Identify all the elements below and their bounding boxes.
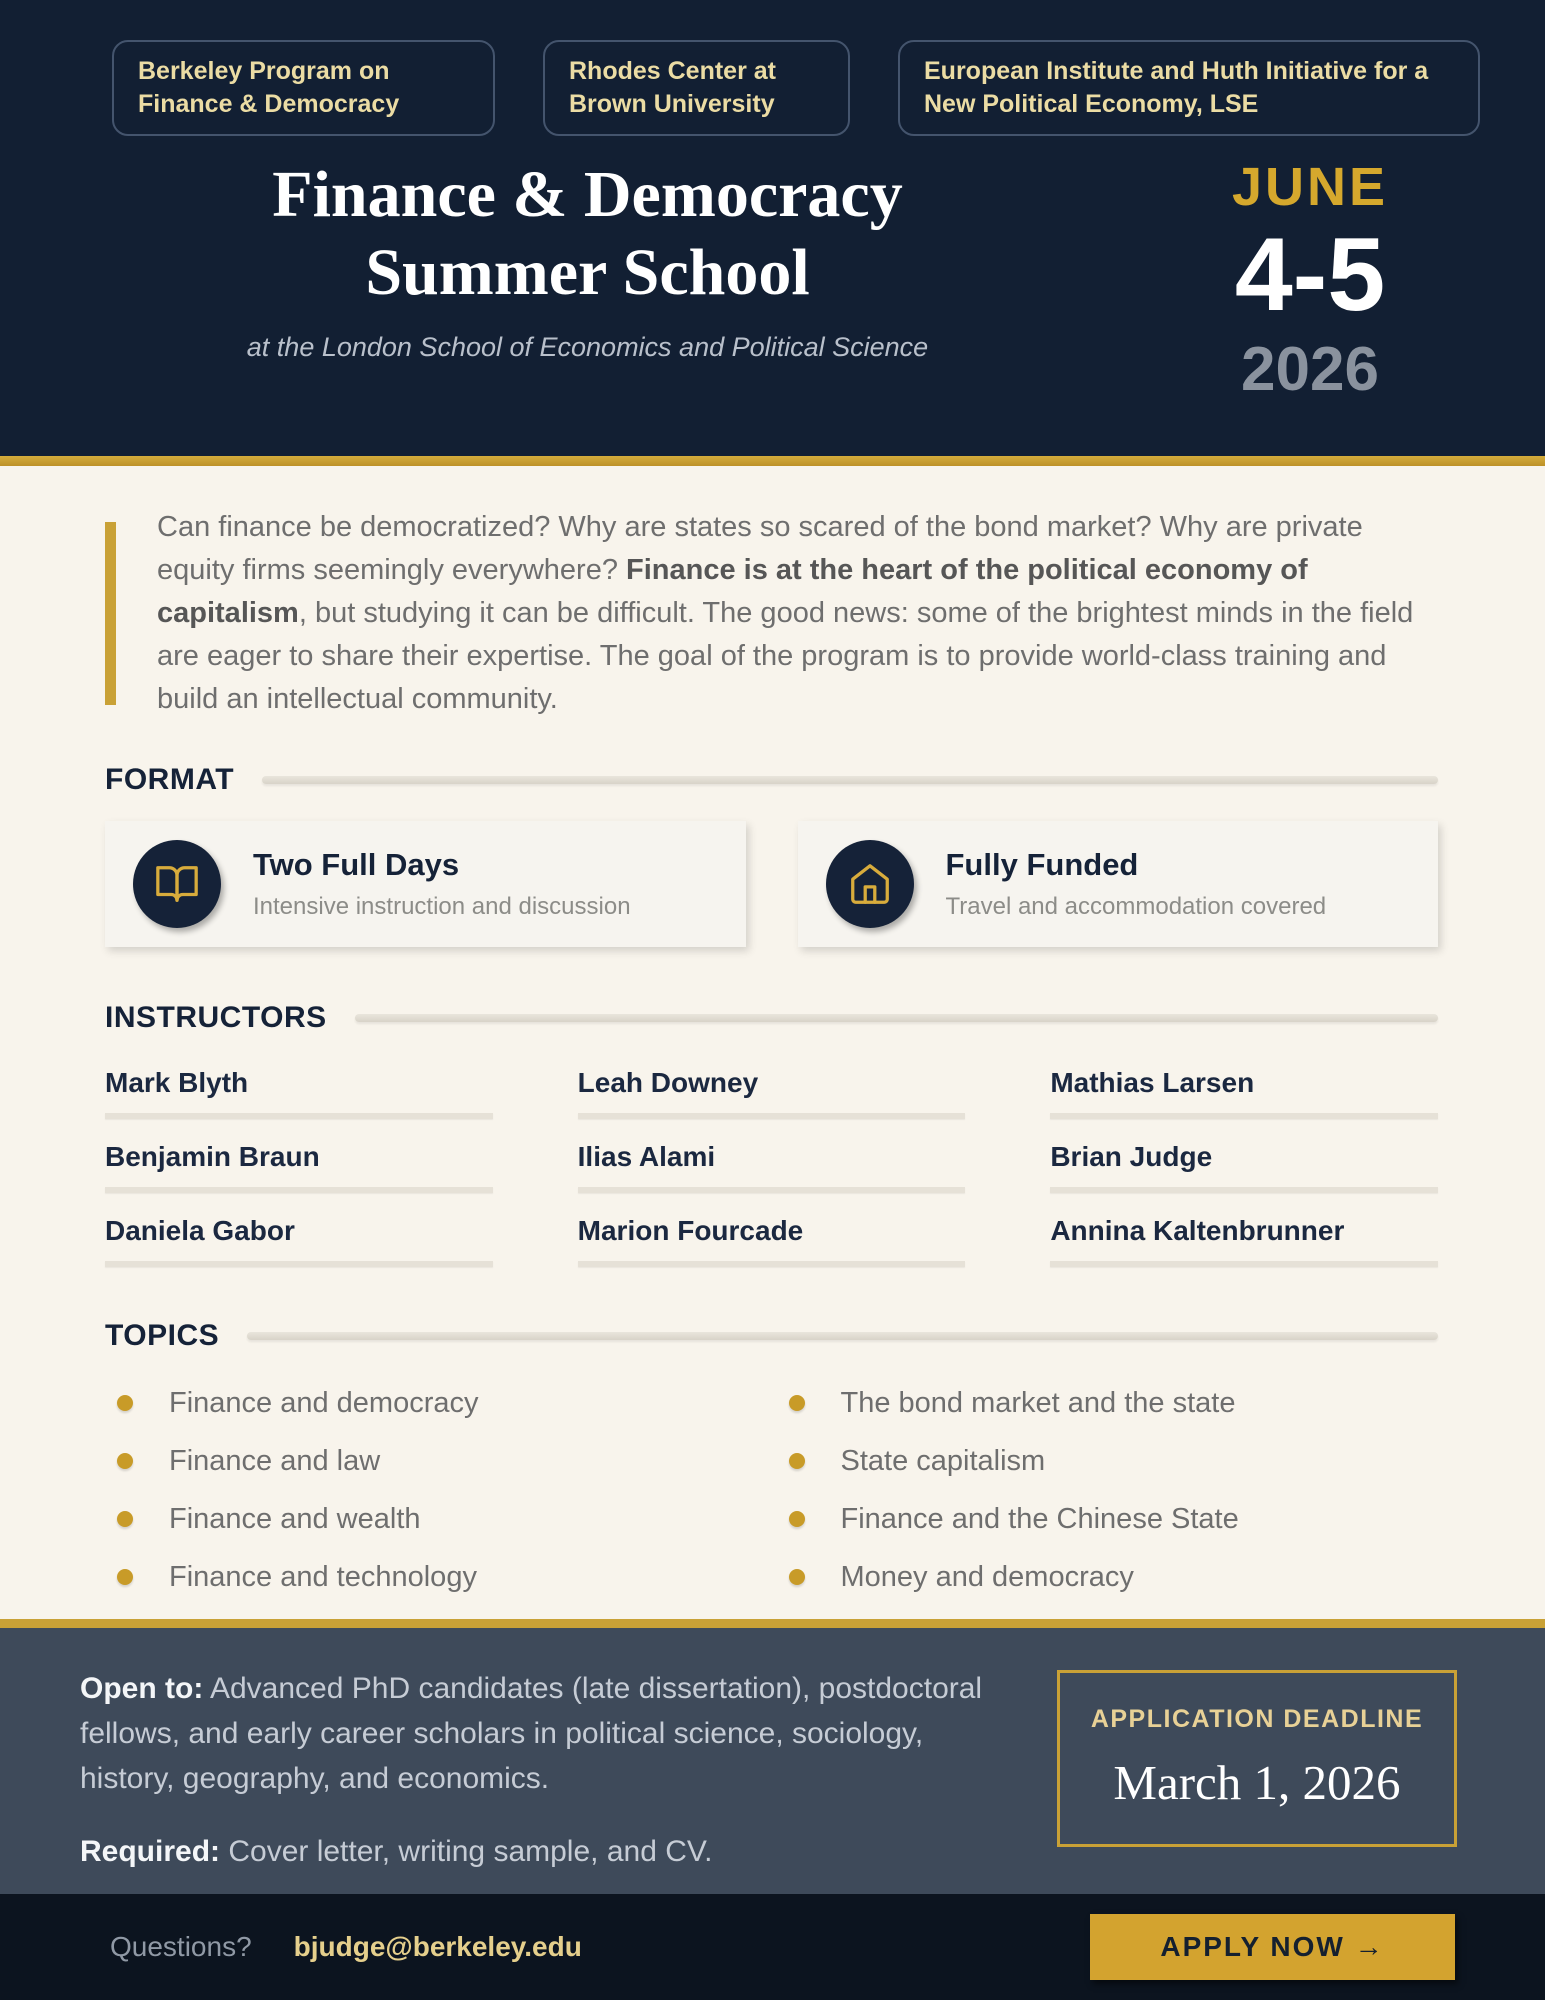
event-days: 4-5 [1234,217,1386,333]
instructor-item [105,1061,493,1119]
instructor-name: Annina Kaltenbrunner [1050,1214,1345,1246]
page-title [20,156,1155,312]
partner-badges [112,40,1545,136]
required-paragraph [80,1829,1000,1874]
apply-now-button[interactable]: APPLY NOW → [1090,1914,1455,1980]
bullet-icon [117,1511,133,1527]
gold-divider [0,456,1545,466]
instructor-name: Benjamin Braun [105,1140,320,1172]
event-year: 2026 [1241,335,1379,405]
intro-accent-bar [105,522,116,705]
eligibility-section [0,1619,1545,1894]
intro-text-before: Can finance be democratized? Why are states so scared of the bond market? Why are private equity firms seemingly everywhere? [157,511,1363,586]
format-card-title: Fully Funded [945,846,1139,882]
deadline-label: APPLICATION DEADLINE [1090,1705,1424,1734]
list-item [777,1387,1439,1420]
instructor-name: Mark Blyth [105,1066,249,1098]
topics-column-1 [105,1387,767,1619]
bullet-icon [789,1569,805,1585]
topic-label: Money and democracy [840,1560,1134,1593]
instructor-underline [1050,1187,1438,1193]
format-card-text [946,847,1327,921]
list-item [777,1503,1439,1536]
questions-label: Questions? [110,1930,252,1962]
bullet-icon [117,1395,133,1411]
format-card-text [253,847,631,921]
bullet-icon [789,1453,805,1469]
instructor-name: Leah Downey [577,1066,759,1098]
list-item [105,1445,767,1478]
instructor-underline [578,1187,966,1193]
application-deadline-box [1057,1670,1457,1847]
badge-berkeley [112,40,495,136]
instructor-item [578,1209,966,1267]
title-row [0,156,1545,405]
topics-list [105,1387,1438,1619]
topics-divider-line [247,1332,1438,1340]
format-card-title: Two Full Days [253,846,460,882]
list-item [105,1503,767,1536]
intro-text-after: , but studying it can be difficult. The good news: some of the brightest minds in the field are eager to share their expertise. The goal of the program is to provide world-class training and build an intellectual community. [157,596,1414,715]
badge-rhodes [543,40,850,136]
instructor-name: Daniela Gabor [105,1214,295,1246]
format-cards [105,821,1438,947]
open-to-paragraph [80,1666,1000,1801]
open-to-label: Open to: [80,1671,204,1705]
format-card-two-full-days [105,821,746,947]
badge-lse-label: European Institute and Huth Initiative for a New Political Economy, LSE [924,57,1429,118]
event-date [1155,156,1465,405]
intro-text-bold: Finance is at the heart of the political economy of capitalism [157,553,1308,629]
format-card-fully-funded [798,821,1439,947]
badge-lse [898,40,1480,136]
list-item [777,1561,1439,1594]
format-heading-row [105,763,1438,797]
instructor-name: Ilias Alami [577,1140,716,1172]
instructor-underline [1050,1113,1438,1119]
instructor-item [1050,1135,1438,1193]
format-heading: FORMAT [105,762,235,796]
badge-berkeley-label: Berkeley Program on Finance & Democracy [138,57,400,118]
instructor-item [105,1209,493,1267]
required-label: Required: [80,1834,221,1868]
bullet-icon [117,1453,133,1469]
topic-label: Finance and democracy [169,1386,479,1419]
topics-heading-row [105,1319,1438,1353]
instructor-item [1050,1061,1438,1119]
topic-label: The bond market and the state [840,1386,1236,1419]
deadline-date: March 1, 2026 [1113,1755,1401,1811]
bullet-icon [789,1511,805,1527]
contact-email-link[interactable]: bjudge@berkeley.edu [293,1930,582,1962]
bullet-icon [789,1395,805,1411]
topic-label: Finance and the Chinese State [840,1502,1239,1535]
instructor-underline [105,1187,493,1193]
instructor-item [1050,1209,1438,1267]
format-card-subtitle: Travel and accommodation covered [945,892,1327,920]
body [0,466,1545,1619]
instructors-heading: INSTRUCTORS [105,1000,327,1034]
instructor-item [578,1135,966,1193]
bullet-icon [117,1569,133,1585]
badge-rhodes-label: Rhodes Center at Brown University [569,57,776,118]
topics-heading: TOPICS [105,1318,220,1352]
open-to-text: Advanced PhD candidates (late dissertation), postdoctoral fellows, and early career scholars in political science, sociology, history, geography, and economics. [80,1671,983,1795]
instructor-underline [578,1113,966,1119]
instructor-name: Brian Judge [1050,1140,1213,1172]
instructor-underline [105,1113,493,1119]
topic-label: State capitalism [840,1444,1046,1477]
page-title-line2: Summer School [365,235,810,309]
list-item [777,1445,1439,1478]
instructor-item [105,1135,493,1193]
instructors-heading-row [105,1001,1438,1035]
eligibility-text [80,1666,1000,1894]
required-text: Cover letter, writing sample, and CV. [220,1834,713,1868]
instructors-grid [105,1061,1438,1267]
event-month: JUNE [1231,157,1389,217]
instructor-item [578,1061,966,1119]
intro-section [105,506,1438,721]
topics-column-2 [777,1387,1439,1619]
list-item [105,1561,767,1594]
instructor-name: Marion Fourcade [577,1214,804,1246]
topic-label: Finance and law [169,1444,381,1477]
page-title-line1: Finance & Democracy [272,158,903,231]
page-subtitle: at the London School of Economics and Political Science [246,331,929,362]
open-book-icon [133,840,221,928]
instructor-underline [1050,1261,1438,1267]
instructor-name: Mathias Larsen [1050,1066,1255,1098]
format-card-subtitle: Intensive instruction and discussion [253,892,631,920]
instructors-divider-line [355,1014,1438,1022]
format-divider-line [262,776,1438,784]
home-icon [826,840,914,928]
topic-label: Finance and wealth [169,1502,421,1535]
footer [0,1894,1545,2000]
intro-paragraph [157,506,1417,721]
title-block [0,156,1155,405]
header [0,0,1545,456]
instructor-underline [105,1261,493,1267]
list-item [105,1387,767,1420]
instructor-underline [578,1261,966,1267]
topic-label: Finance and technology [169,1560,477,1593]
